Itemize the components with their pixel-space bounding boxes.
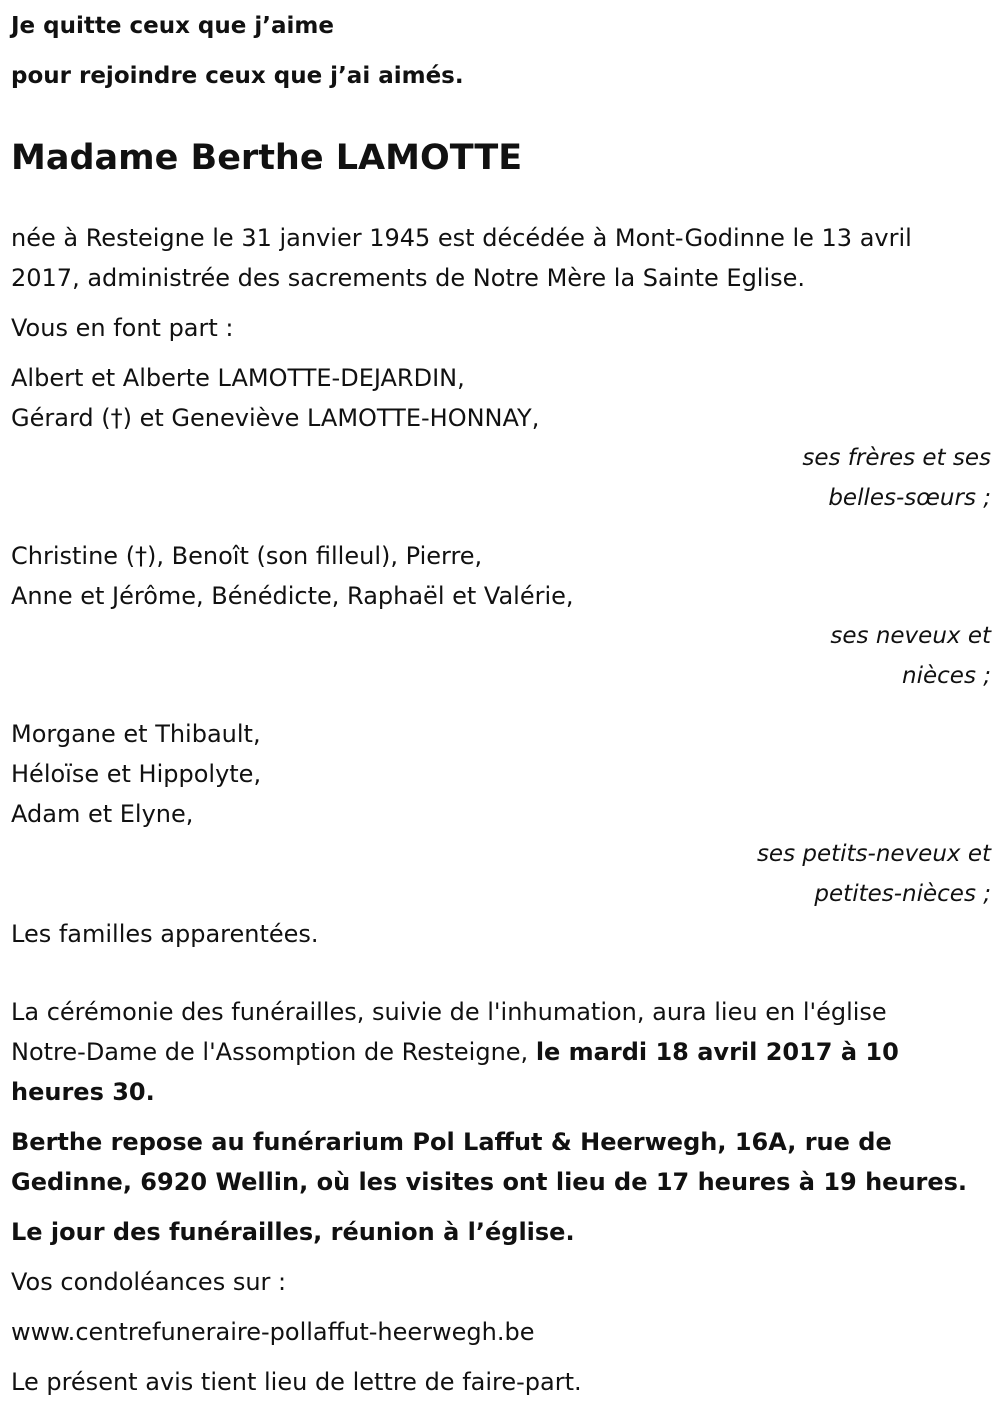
intro-line-1: née à Resteigne le 31 janvier 1945 est décédée à Mont-Godinne le 13 avril <box>11 224 912 252</box>
ceremony-paragraph <box>11 992 991 1112</box>
family-name-line: Morgane et Thibault, <box>11 720 261 748</box>
epigraph-line-1: Je quitte ceux que j’aime <box>11 13 334 39</box>
relation-line: ses frères et ses <box>802 445 991 471</box>
announce-line: Vous en font part : <box>11 314 234 342</box>
family-name-line: Christine (†), Benoît (son filleul), Pierre, <box>11 542 483 570</box>
relation-line: ses petits-neveux et <box>756 841 991 867</box>
family-name-line: Anne et Jérôme, Bénédicte, Raphaël et Valérie, <box>11 582 574 610</box>
family-name-line: Adam et Elyne, <box>11 800 194 828</box>
closing-line: Le présent avis tient lieu de lettre de faire-part. <box>11 1368 582 1396</box>
family-group-siblings <box>11 358 991 518</box>
family-group-grand-nephews <box>11 714 991 914</box>
funerarium-paragraph <box>11 1122 991 1202</box>
relation-line: belles-sœurs ; <box>828 485 991 511</box>
ceremony-time: heures 30. <box>11 1078 155 1106</box>
condolences-label: Vos condoléances sur : <box>11 1268 287 1296</box>
relation-line: nièces ; <box>902 663 991 689</box>
intro-line-2: 2017, administrée des sacrements de Notre Mère la Sainte Eglise. <box>11 264 806 292</box>
epigraph-line-2: pour rejoindre ceux que j’ai aimés. <box>11 63 464 89</box>
families-line: Les familles apparentées. <box>11 920 319 948</box>
ceremony-line-2 <box>11 1032 991 1072</box>
family-name-line: Albert et Alberte LAMOTTE-DEJARDIN, <box>11 364 465 392</box>
obituary-notice <box>11 0 991 1402</box>
relation-line: petites-nièces ; <box>814 881 991 907</box>
intro-paragraph <box>11 218 991 298</box>
ceremony-place: Notre-Dame de l'Assomption de Resteigne, <box>11 1038 536 1066</box>
ceremony-line-1: La cérémonie des funérailles, suivie de l'inhumation, aura lieu en l'église <box>11 998 887 1026</box>
family-group-nephews <box>11 536 991 696</box>
relation-line: ses neveux et <box>830 623 991 649</box>
family-name-line: Héloïse et Hippolyte, <box>11 760 262 788</box>
meeting-line: Le jour des funérailles, réunion à l’église. <box>11 1218 575 1246</box>
ceremony-date: le mardi 18 avril 2017 à 10 <box>535 1038 899 1066</box>
website-link[interactable]: www.centrefuneraire-pollaffut-heerwegh.be <box>11 1318 535 1346</box>
family-name-line: Gérard (†) et Geneviève LAMOTTE-HONNAY, <box>11 404 540 432</box>
deceased-name: Madame Berthe LAMOTTE <box>11 138 523 178</box>
funerarium-line-1: Berthe repose au funérarium Pol Laffut & Heerwegh, 16A, rue de <box>11 1128 892 1156</box>
funerarium-line-2: Gedinne, 6920 Wellin, où les visites ont lieu de 17 heures à 19 heures. <box>11 1168 968 1196</box>
